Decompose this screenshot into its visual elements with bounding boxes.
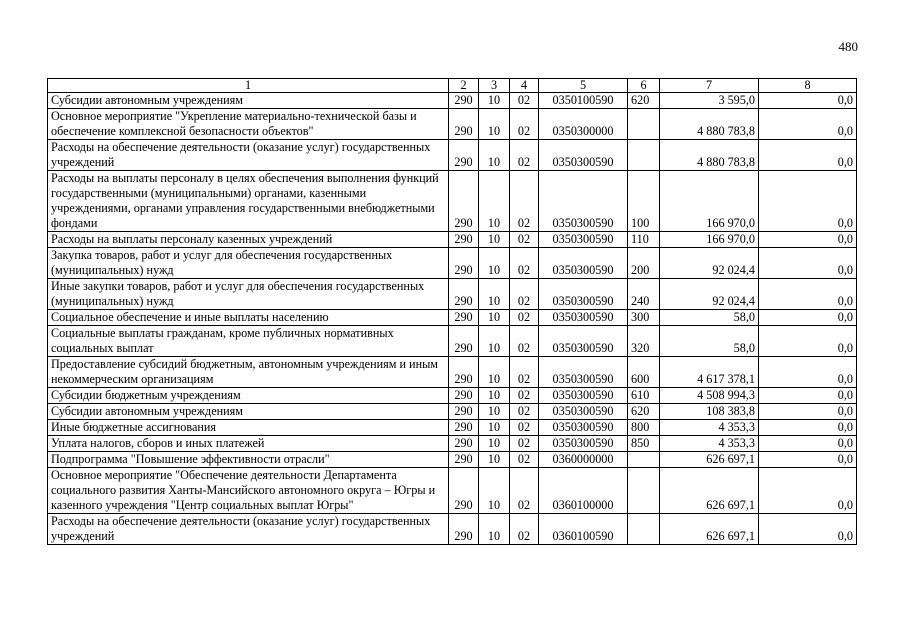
row-name-cell: Социальное обеспечение и иные выплаты населению: [48, 310, 449, 326]
table-row: [48, 171, 857, 232]
row-col5-cell: 0350300590: [539, 310, 628, 326]
row-col2-cell: 290: [449, 232, 479, 248]
row-col5-cell: 0350100590: [539, 93, 628, 109]
row-name-cell: Расходы на выплаты персоналу в целях обеспечения выполнения функций государственными (муниципальными) органами, казенными учреждениями, органами управления государственными внебюджетными фондами: [48, 171, 449, 232]
row-col4-cell: 02: [510, 232, 539, 248]
row-col3-cell: 10: [479, 93, 510, 109]
row-col7-cell: 58,0: [660, 310, 759, 326]
row-col4-cell: 02: [510, 388, 539, 404]
row-col8-cell: 0,0: [759, 171, 857, 232]
row-col6-cell: 620: [628, 404, 660, 420]
row-col7-cell: 626 697,1: [660, 468, 759, 514]
table-row: [48, 93, 857, 109]
row-col5-cell: 0350300590: [539, 140, 628, 171]
row-col4-cell: 02: [510, 357, 539, 388]
row-col8-cell: 0,0: [759, 436, 857, 452]
table-row: [48, 468, 857, 514]
row-col8-cell: 0,0: [759, 452, 857, 468]
row-col6-cell: 800: [628, 420, 660, 436]
row-col7-cell: 4 880 783,8: [660, 140, 759, 171]
row-col2-cell: 290: [449, 248, 479, 279]
row-col2-cell: 290: [449, 468, 479, 514]
row-col5-cell: 0350300590: [539, 232, 628, 248]
header-cell-7: 7: [660, 79, 759, 93]
row-col7-cell: 3 595,0: [660, 93, 759, 109]
table-row: [48, 232, 857, 248]
row-col4-cell: 02: [510, 310, 539, 326]
row-col3-cell: 10: [479, 326, 510, 357]
row-col3-cell: 10: [479, 109, 510, 140]
row-col8-cell: 0,0: [759, 232, 857, 248]
row-col2-cell: 290: [449, 326, 479, 357]
table-row: [48, 404, 857, 420]
row-col4-cell: 02: [510, 171, 539, 232]
row-col5-cell: 0360100000: [539, 468, 628, 514]
row-col7-cell: 166 970,0: [660, 171, 759, 232]
row-col3-cell: 10: [479, 171, 510, 232]
row-col7-cell: 92 024,4: [660, 279, 759, 310]
header-cell-5: 5: [539, 79, 628, 93]
row-name-cell: Подпрограмма "Повышение эффективности отрасли": [48, 452, 449, 468]
row-col6-cell: 610: [628, 388, 660, 404]
row-col8-cell: 0,0: [759, 468, 857, 514]
row-col2-cell: 290: [449, 171, 479, 232]
row-col5-cell: 0350300590: [539, 248, 628, 279]
table-body: [48, 79, 857, 545]
table-row: [48, 452, 857, 468]
row-col2-cell: 290: [449, 514, 479, 545]
row-col6-cell: [628, 452, 660, 468]
row-col8-cell: 0,0: [759, 326, 857, 357]
row-col5-cell: 0350300590: [539, 326, 628, 357]
row-col2-cell: 290: [449, 140, 479, 171]
row-col8-cell: 0,0: [759, 140, 857, 171]
row-col2-cell: 290: [449, 310, 479, 326]
header-row: [48, 79, 857, 93]
row-col3-cell: 10: [479, 514, 510, 545]
row-col3-cell: 10: [479, 310, 510, 326]
row-col7-cell: 166 970,0: [660, 232, 759, 248]
row-col6-cell: [628, 514, 660, 545]
table-row: [48, 326, 857, 357]
row-col6-cell: 850: [628, 436, 660, 452]
row-name-cell: Субсидии автономным учреждениям: [48, 404, 449, 420]
row-name-cell: Расходы на выплаты персоналу казенных учреждений: [48, 232, 449, 248]
header-cell-6: 6: [628, 79, 660, 93]
row-col2-cell: 290: [449, 420, 479, 436]
row-col2-cell: 290: [449, 279, 479, 310]
row-name-cell: Уплата налогов, сборов и иных платежей: [48, 436, 449, 452]
table-row: [48, 248, 857, 279]
row-col6-cell: 240: [628, 279, 660, 310]
row-col6-cell: 620: [628, 93, 660, 109]
row-col4-cell: 02: [510, 140, 539, 171]
row-name-cell: Расходы на обеспечение деятельности (оказание услуг) государственных учреждений: [48, 140, 449, 171]
row-name-cell: Субсидии бюджетным учреждениям: [48, 388, 449, 404]
header-cell-4: 4: [510, 79, 539, 93]
row-col7-cell: 4 353,3: [660, 420, 759, 436]
row-col3-cell: 10: [479, 232, 510, 248]
row-col6-cell: [628, 140, 660, 171]
row-col3-cell: 10: [479, 140, 510, 171]
row-col8-cell: 0,0: [759, 404, 857, 420]
row-col5-cell: 0350300590: [539, 420, 628, 436]
row-col5-cell: 0350300000: [539, 109, 628, 140]
row-col4-cell: 02: [510, 452, 539, 468]
table-row: [48, 388, 857, 404]
header-cell-8: 8: [759, 79, 857, 93]
row-col4-cell: 02: [510, 109, 539, 140]
row-col4-cell: 02: [510, 420, 539, 436]
row-col7-cell: 4 353,3: [660, 436, 759, 452]
row-col7-cell: 92 024,4: [660, 248, 759, 279]
table-row: [48, 310, 857, 326]
row-col5-cell: 0350300590: [539, 357, 628, 388]
row-col7-cell: 626 697,1: [660, 514, 759, 545]
table-row: [48, 140, 857, 171]
row-col8-cell: 0,0: [759, 93, 857, 109]
row-name-cell: Субсидии автономным учреждениям: [48, 93, 449, 109]
row-col2-cell: 290: [449, 109, 479, 140]
table-row: [48, 109, 857, 140]
row-col8-cell: 0,0: [759, 357, 857, 388]
row-col6-cell: 100: [628, 171, 660, 232]
header-cell-1: 1: [48, 79, 449, 93]
row-name-cell: Предоставление субсидий бюджетным, автономным учреждениям и иным некоммерческим организациям: [48, 357, 449, 388]
row-col7-cell: 4 508 994,3: [660, 388, 759, 404]
row-col5-cell: 0350300590: [539, 171, 628, 232]
row-col5-cell: 0360000000: [539, 452, 628, 468]
row-col5-cell: 0350300590: [539, 436, 628, 452]
row-col4-cell: 02: [510, 514, 539, 545]
row-col2-cell: 290: [449, 357, 479, 388]
table-row: [48, 279, 857, 310]
row-col8-cell: 0,0: [759, 514, 857, 545]
row-col8-cell: 0,0: [759, 279, 857, 310]
row-col5-cell: 0350300590: [539, 404, 628, 420]
row-name-cell: Закупка товаров, работ и услуг для обеспечения государственных (муниципальных) нужд: [48, 248, 449, 279]
row-col8-cell: 0,0: [759, 420, 857, 436]
row-col5-cell: 0350300590: [539, 388, 628, 404]
row-col3-cell: 10: [479, 248, 510, 279]
row-col4-cell: 02: [510, 279, 539, 310]
row-col7-cell: 4 617 378,1: [660, 357, 759, 388]
row-name-cell: Иные бюджетные ассигнования: [48, 420, 449, 436]
row-col2-cell: 290: [449, 388, 479, 404]
row-col4-cell: 02: [510, 93, 539, 109]
table-row: [48, 436, 857, 452]
row-col6-cell: [628, 468, 660, 514]
row-col4-cell: 02: [510, 404, 539, 420]
row-col8-cell: 0,0: [759, 310, 857, 326]
table-row: [48, 514, 857, 545]
row-name-cell: Социальные выплаты гражданам, кроме публичных нормативных социальных выплат: [48, 326, 449, 357]
row-col8-cell: 0,0: [759, 248, 857, 279]
row-col4-cell: 02: [510, 468, 539, 514]
table-row: [48, 357, 857, 388]
row-col7-cell: 58,0: [660, 326, 759, 357]
table-row: [48, 420, 857, 436]
row-col3-cell: 10: [479, 436, 510, 452]
row-col8-cell: 0,0: [759, 109, 857, 140]
page-number: 480: [838, 39, 858, 54]
header-cell-3: 3: [479, 79, 510, 93]
row-col7-cell: 626 697,1: [660, 452, 759, 468]
row-col7-cell: 108 383,8: [660, 404, 759, 420]
row-col6-cell: 300: [628, 310, 660, 326]
row-col6-cell: 600: [628, 357, 660, 388]
row-col6-cell: 200: [628, 248, 660, 279]
row-col6-cell: [628, 109, 660, 140]
row-col3-cell: 10: [479, 279, 510, 310]
row-col3-cell: 10: [479, 357, 510, 388]
row-col3-cell: 10: [479, 468, 510, 514]
header-cell-2: 2: [449, 79, 479, 93]
row-col4-cell: 02: [510, 248, 539, 279]
row-name-cell: Иные закупки товаров, работ и услуг для обеспечения государственных (муниципальных) нужд: [48, 279, 449, 310]
row-col6-cell: 320: [628, 326, 660, 357]
row-col3-cell: 10: [479, 388, 510, 404]
row-col5-cell: 0360100590: [539, 514, 628, 545]
row-col8-cell: 0,0: [759, 388, 857, 404]
row-col4-cell: 02: [510, 326, 539, 357]
row-name-cell: Основное мероприятие "Укрепление материально-технической базы и обеспечение комплексной безопасности объектов": [48, 109, 449, 140]
row-col3-cell: 10: [479, 420, 510, 436]
row-name-cell: Основное мероприятие "Обеспечение деятельности Департамента социального развития Ханты-Мансийского автономного округа – Югры и казенного учреждения "Центр социальных выплат Югры": [48, 468, 449, 514]
row-col6-cell: 110: [628, 232, 660, 248]
row-col7-cell: 4 880 783,8: [660, 109, 759, 140]
row-col2-cell: 290: [449, 436, 479, 452]
row-col2-cell: 290: [449, 404, 479, 420]
row-col5-cell: 0350300590: [539, 279, 628, 310]
row-col3-cell: 10: [479, 452, 510, 468]
row-col2-cell: 290: [449, 93, 479, 109]
row-col2-cell: 290: [449, 452, 479, 468]
budget-table: [47, 78, 857, 545]
row-col4-cell: 02: [510, 436, 539, 452]
row-col3-cell: 10: [479, 404, 510, 420]
row-name-cell: Расходы на обеспечение деятельности (оказание услуг) государственных учреждений: [48, 514, 449, 545]
